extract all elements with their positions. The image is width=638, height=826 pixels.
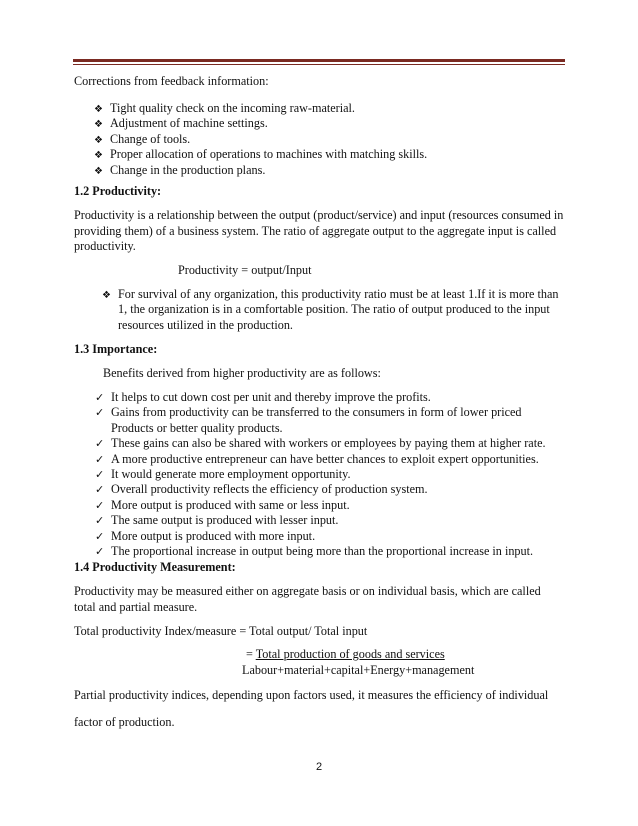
- section-heading-1-3: 1.3 Importance:: [74, 342, 158, 356]
- diamond-bullet-icon: ❖: [94, 150, 103, 162]
- diamond-bullet-icon: ❖: [94, 165, 103, 177]
- fraction-numerator-line: [246, 647, 564, 663]
- list-item: ❖ Adjustment of machine settings.: [94, 116, 564, 131]
- diamond-bullet-icon: ❖: [102, 290, 111, 301]
- equals-sign: =: [246, 647, 256, 661]
- productivity-paragraph: Productivity is a relationship between the output (product/service) and input (resources consumed in providing them) of a business system. The ratio of aggregate output to the aggregate input is called productivity.: [74, 208, 564, 253]
- header-rule-thin: [73, 64, 565, 65]
- checkmark-icon: ✓: [95, 391, 105, 404]
- checkmark-icon: ✓: [95, 452, 105, 466]
- section-heading-1-2: 1.2 Productivity:: [74, 184, 162, 198]
- fraction-numerator: Total production of goods and services: [255, 647, 445, 661]
- list-item: ❖ Change of tools.: [94, 132, 564, 147]
- benefits-lead: Benefits derived from higher productivity are as follows:: [103, 366, 381, 380]
- page-number: 2: [315, 761, 323, 773]
- list-item: ❖ For survival of any organization, this productivity ratio must be at least 1.If it is more than 1, the organization is in a comfortable position. The ratio of output produced to the input resources utilized in the production.: [102, 287, 559, 332]
- header-rule: [73, 59, 565, 62]
- list-item: ✓ Gains from productivity can be transferred to the consumers in form of lower priced Products or better quality products.: [95, 405, 522, 435]
- benefits-list: [95, 390, 565, 559]
- partial-productivity-line-1: Partial productivity indices, depending upon factors used, it measures the efficiency of individual: [74, 688, 549, 702]
- list-item: ❖ Change in the production plans.: [94, 163, 564, 178]
- list-item: ✓ The same output is produced with lesser input.: [95, 513, 339, 528]
- checkmark-icon: ✓: [95, 468, 105, 482]
- fraction-denominator: Labour+material+capital+Energy+management: [242, 663, 475, 677]
- productivity-formula: Productivity = output/Input: [178, 263, 312, 277]
- list-item: ✓ It would generate more employment opportunity.: [95, 467, 351, 482]
- list-item: ❖ Tight quality check on the incoming raw-material.: [94, 101, 564, 116]
- measurement-paragraph: Productivity may be measured either on aggregate basis or on individual basis, which are called total and partial measure.: [74, 584, 541, 614]
- list-item: ❖ Proper allocation of operations to machines with matching skills.: [94, 147, 564, 162]
- diamond-bullet-icon: ❖: [94, 134, 103, 146]
- list-item: ✓ A more productive entrepreneur can have better chances to exploit expert opportunities.: [95, 451, 539, 466]
- list-item: ✓ The proportional increase in output being more than the proportional increase in input.: [95, 544, 534, 559]
- survival-note: [102, 287, 564, 333]
- list-item: ✓ It helps to cut down cost per unit and thereby improve the profits.: [95, 390, 431, 404]
- diamond-bullet-icon: ❖: [94, 104, 103, 115]
- partial-productivity-line-2: factor of production.: [74, 715, 175, 729]
- checkmark-icon: ✓: [95, 529, 105, 543]
- checkmark-icon: ✓: [95, 498, 105, 512]
- checkmark-icon: ✓: [95, 406, 105, 420]
- list-item: ✓ Overall productivity reflects the efficiency of production system.: [95, 482, 428, 497]
- section-heading-1-4: 1.4 Productivity Measurement:: [74, 560, 236, 574]
- list-item: ✓ These gains can also be shared with workers or employees by paying them at higher rate.: [95, 436, 546, 451]
- intro-text: Corrections from feedback information:: [74, 74, 269, 88]
- diamond-bullet-icon: ❖: [94, 119, 103, 131]
- checkmark-icon: ✓: [95, 483, 105, 497]
- checkmark-icon: ✓: [95, 545, 105, 559]
- checkmark-icon: ✓: [95, 514, 105, 528]
- corrections-list: [94, 101, 564, 178]
- total-productivity-line: Total productivity Index/measure = Total output/ Total input: [74, 624, 368, 638]
- checkmark-icon: ✓: [95, 437, 105, 451]
- list-item: ✓ More output is produced with more input.: [95, 528, 316, 543]
- list-item: ✓ More output is produced with same or less input.: [95, 497, 350, 512]
